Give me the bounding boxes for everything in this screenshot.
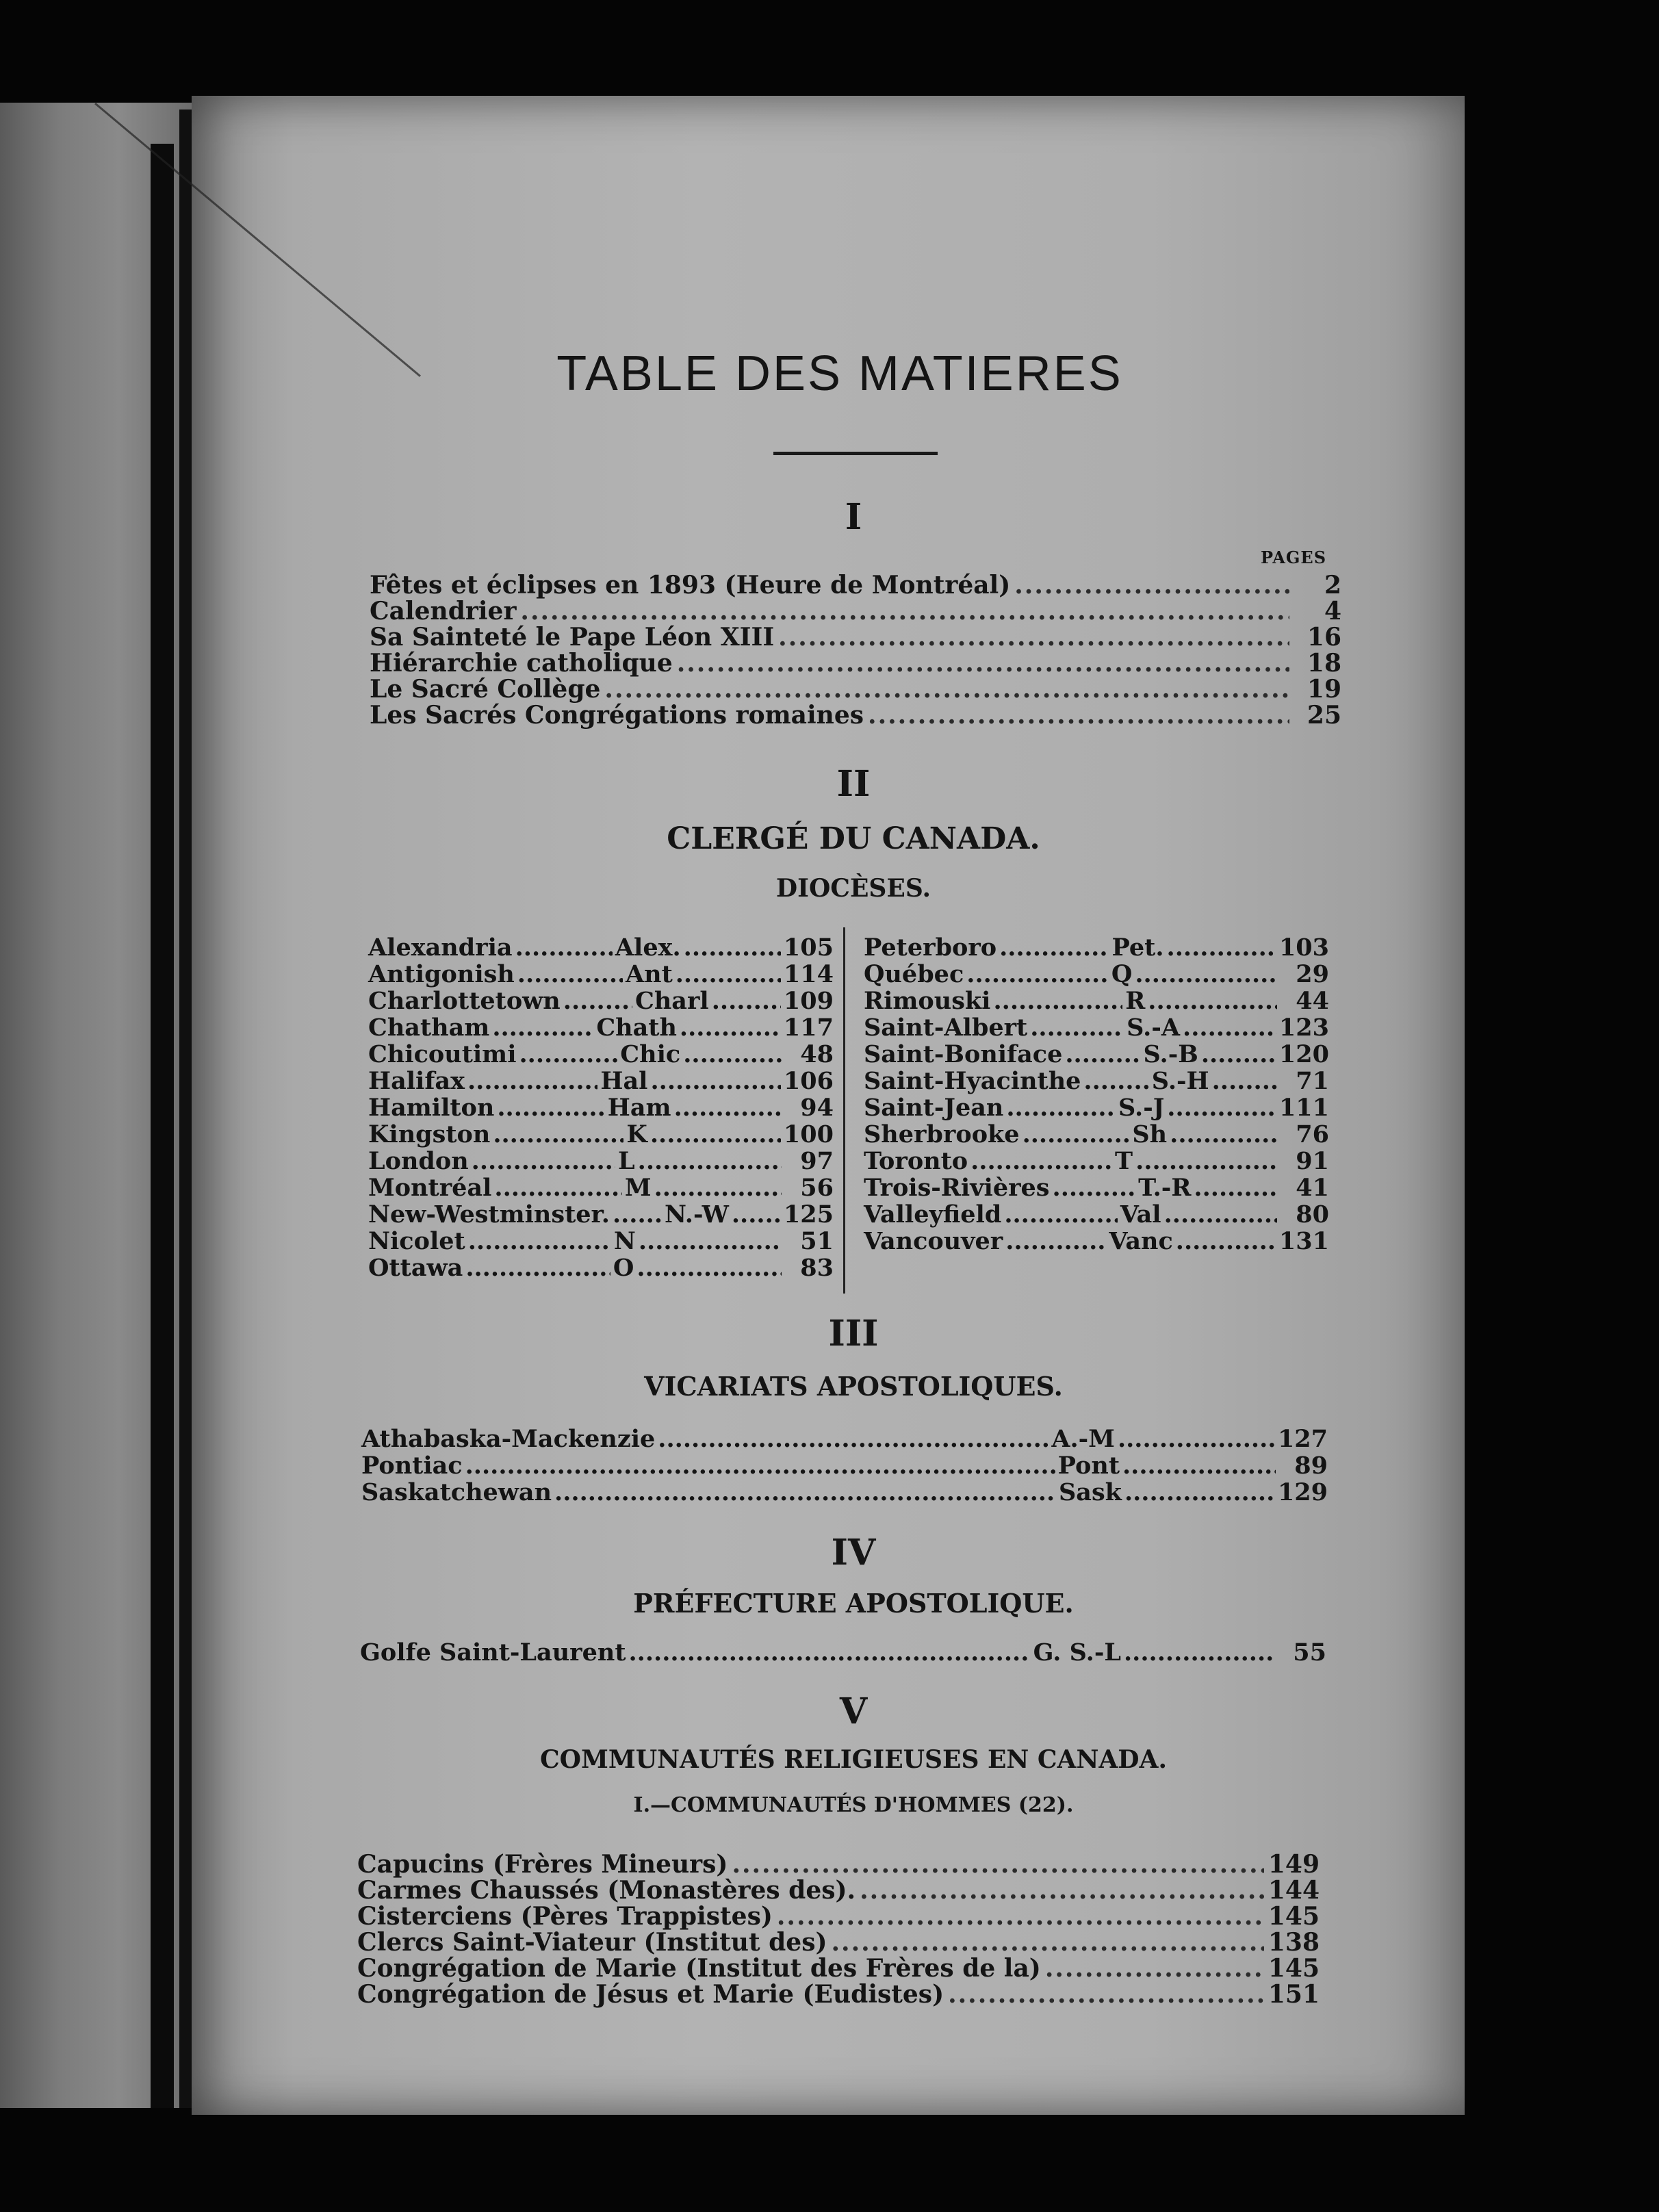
section-subheading-dioceses: DIOCÈSES. [775,874,931,903]
vicariats-list [361,1426,1328,1506]
title-rule [773,452,938,455]
list-item: Sherbrooke ..... Sh ..... 76 [864,1121,1329,1148]
section-numeral-4: IV [831,1532,876,1573]
list-item: Alexandria ..... Alex. ..... 105 [368,934,834,961]
list-item: Carmes Chaussés (Monastères des). ..... 144 [357,1877,1320,1903]
list-item: Pontiac ..... Pont ..... 89 [361,1452,1328,1479]
list-item: Golfe Saint-Laurent ..... G. S.-L ..... 55 [360,1639,1326,1666]
pages-column-label: PAGES [1261,548,1327,567]
list-item: Ottawa ..... O ..... 83 [368,1255,834,1281]
list-item: Cisterciens (Pères Trappistes) ..... 145 [357,1903,1320,1929]
list-item: Saskatchewan ..... Sask ..... 129 [361,1479,1328,1506]
dioceses-right-column [864,934,1329,1255]
list-item: Montréal ..... M ..... 56 [368,1174,834,1201]
prefecture-list [360,1639,1326,1666]
list-item: Rimouski ..... R ..... 44 [864,988,1329,1014]
column-divider [843,927,845,1294]
section-heading-clerge: CLERGÉ DU CANADA. [667,821,1040,856]
list-item: Kingston ..... K ..... 100 [368,1121,834,1148]
list-item: Capucins (Frères Mineurs) ..... 149 [357,1851,1320,1877]
list-item: Québec ..... Q ..... 29 [864,961,1329,988]
list-item: Saint-Albert ..... S.-A ..... 123 [864,1014,1329,1041]
page-title: TABLE DES MATIERES [556,346,1123,401]
list-item: Congrégation de Jésus et Marie (Eudistes) ..... 151 [357,1981,1320,2007]
list-item: Chatham ..... Chath ..... 117 [368,1014,834,1041]
list-item: Fêtes et éclipses en 1893 (Heure de Montréal) ..... 2 [370,572,1341,598]
section-1-list [370,572,1341,728]
list-item: Hamilton ..... Ham ..... 94 [368,1094,834,1121]
dioceses-left-column [368,934,834,1281]
list-item: Congrégation de Marie (Institut des Frères de la) ..... 145 [357,1955,1320,1981]
section-subheading-hommes: I.—COMMUNAUTÉS D'HOMMES (22). [633,1793,1074,1817]
list-item: Trois-Rivières ..... T.-R ..... 41 [864,1174,1329,1201]
list-item: Halifax ..... Hal ..... 106 [368,1068,834,1094]
section-heading-prefecture: PRÉFECTURE APOSTOLIQUE. [633,1588,1074,1619]
list-item: Calendrier ..... 4 [370,598,1341,624]
list-item: Charlottetown ..... Charl ..... 109 [368,988,834,1014]
list-item: Antigonish ..... Ant ..... 114 [368,961,834,988]
list-item: Clercs Saint-Viateur (Institut des) ..... 138 [357,1929,1320,1955]
section-numeral-3: III [828,1313,879,1354]
section-numeral-1: I [845,496,862,538]
list-item: Peterboro ..... Pet. ..... 103 [864,934,1329,961]
section-numeral-2: II [836,763,871,805]
list-item: Hiérarchie catholique ..... 18 [370,650,1341,676]
list-item: Saint-Hyacinthe ..... S.-H ..... 71 [864,1068,1329,1094]
list-item: Les Sacrés Congrégations romaines ..... 25 [370,702,1341,728]
list-item: Nicolet ..... N ..... 51 [368,1228,834,1255]
list-item: Toronto ..... T ..... 91 [864,1148,1329,1174]
section-numeral-5: V [839,1690,868,1732]
list-item: Athabaska-Mackenzie ..... A.-M ..... 127 [361,1426,1328,1452]
section-heading-vicariats: VICARIATS APOSTOLIQUES. [644,1371,1063,1402]
list-item: Le Sacré Collège ..... 19 [370,676,1341,702]
section-5-list [357,1851,1320,2007]
list-item: Sa Sainteté le Pape Léon XIII ..... 16 [370,624,1341,650]
list-item: Saint-Boniface ..... S.-B ..... 120 [864,1041,1329,1068]
list-item: Chicoutimi ..... Chic ..... 48 [368,1041,834,1068]
list-item: Vancouver ..... Vanc ..... 131 [864,1228,1329,1255]
section-heading-communautes: COMMUNAUTÉS RELIGIEUSES EN CANADA. [540,1745,1167,1774]
list-item: Saint-Jean ..... S.-J ..... 111 [864,1094,1329,1121]
list-item: New-Westminster. ..... N.-W ..... 125 [368,1201,834,1228]
list-item: Valleyfield ..... Val ..... 80 [864,1201,1329,1228]
list-item: London ..... L ..... 97 [368,1148,834,1174]
